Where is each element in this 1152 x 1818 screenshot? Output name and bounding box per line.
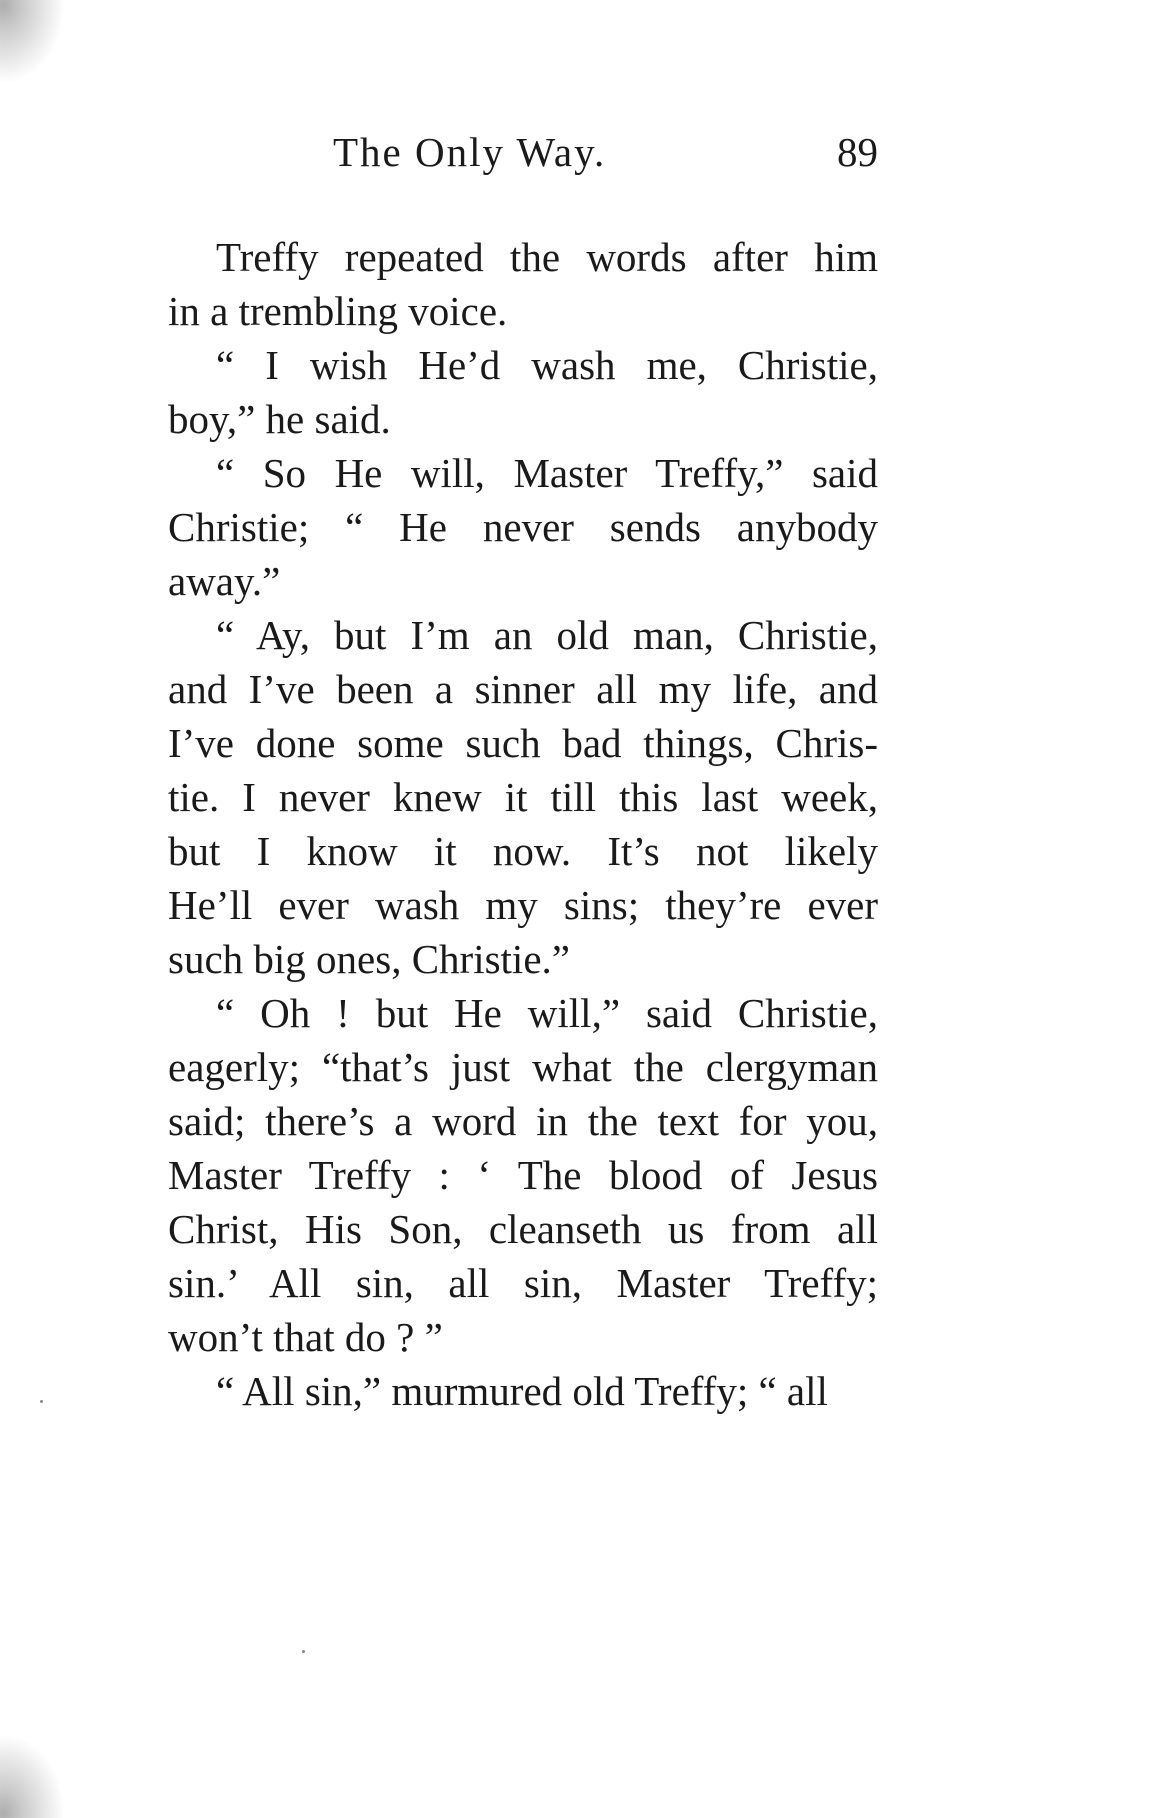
text-line: said; there’s a word in the text for you, xyxy=(168,1098,878,1144)
body-text xyxy=(120,230,878,1418)
text-line: won’t that do ? ” xyxy=(168,1314,443,1360)
text-line: Master Treffy : ‘ The blood of Jesus xyxy=(168,1152,878,1198)
paper-speck xyxy=(40,1400,43,1403)
paragraph xyxy=(120,446,878,608)
running-title: The Only Way. xyxy=(333,129,607,175)
text-line: Christie; “ He never sends anybody xyxy=(168,504,878,550)
text-line: eagerly; “that’s just what the clergyman xyxy=(168,1044,878,1090)
paragraph xyxy=(120,986,878,1364)
paper-speck xyxy=(302,1650,305,1653)
page-corner-smudge-bottom xyxy=(0,1728,70,1818)
text-line: “ I wish He’d wash me, Christie, xyxy=(216,342,878,388)
text-line: He’ll ever wash my sins; they’re ever xyxy=(168,882,878,928)
paragraph xyxy=(120,608,878,986)
paragraph xyxy=(120,338,878,446)
text-line: tie. I never knew it till this last week, xyxy=(168,774,878,820)
text-line: Christ, His Son, cleanseth us from all xyxy=(168,1206,878,1252)
text-line: and I’ve been a sinner all my life, and xyxy=(168,666,878,712)
text-line: away.” xyxy=(168,558,281,604)
text-line: boy,” he said. xyxy=(168,396,391,442)
text-line: but I know it now. It’s not likely xyxy=(168,828,878,874)
text-line: “ All sin,” murmured old Treffy; “ all xyxy=(216,1368,828,1414)
paragraph xyxy=(120,230,878,338)
page-corner-smudge-top xyxy=(0,0,70,90)
text-line: in a trembling voice. xyxy=(168,288,508,334)
text-line: “ So He will, Master Treffy,” said xyxy=(216,450,878,496)
text-line: Treffy repeated the words after him xyxy=(216,234,878,280)
text-line: I’ve done some such bad things, Chris- xyxy=(168,720,878,766)
text-line: “ Oh ! but He will,” said Christie, xyxy=(216,990,878,1036)
text-line: sin.’ All sin, all sin, Master Treffy; xyxy=(168,1260,878,1306)
text-line: such big ones, Christie.” xyxy=(168,936,570,982)
text-line: “ Ay, but I’m an old man, Christie, xyxy=(216,612,878,658)
page-header xyxy=(120,128,878,188)
paragraph xyxy=(120,1364,878,1418)
page-number: 89 xyxy=(837,129,878,175)
